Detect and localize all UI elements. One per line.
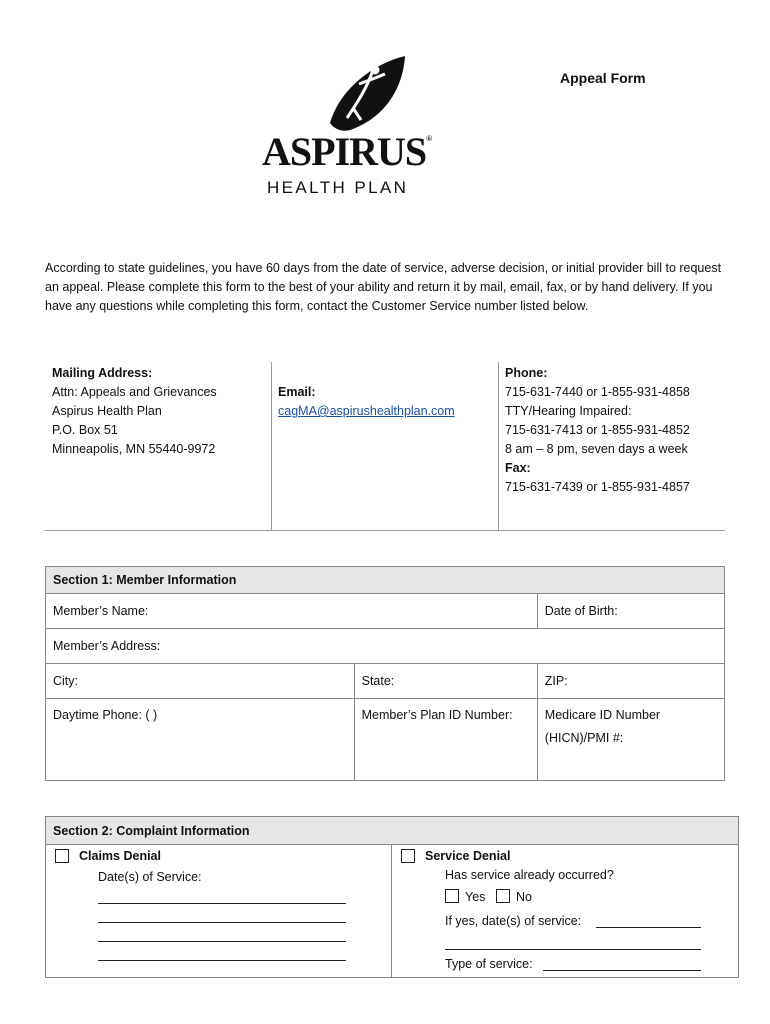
type-of-service-label: Type of service: [445, 957, 533, 971]
date-of-service-line[interactable] [98, 941, 346, 942]
if-yes-label: If yes, date(s) of service: [445, 914, 582, 928]
no-checkbox[interactable] [496, 889, 510, 903]
brand-name: ASPIRUS® [262, 129, 432, 174]
phone-line: 715-631-7413 or 1-855-931-4852 [505, 423, 690, 437]
dates-of-service-label: Date(s) of Service: [98, 870, 202, 884]
email-label: Email: [278, 385, 316, 399]
if-yes-date-line[interactable] [596, 927, 701, 928]
medicare-id-label-2: (HICN)/PMI #: [544, 731, 624, 745]
mailing-address [52, 364, 267, 459]
zip-field[interactable]: ZIP: [537, 664, 724, 699]
has-occurred-label: Has service already occurred? [445, 868, 614, 882]
date-of-service-line[interactable] [98, 960, 346, 961]
service-denial-checkbox[interactable] [401, 849, 415, 863]
members-address-field[interactable]: Member’s Address: [46, 629, 725, 664]
claims-denial-checkbox[interactable] [55, 849, 69, 863]
if-yes-date-line-2[interactable] [445, 949, 701, 950]
yes-checkbox[interactable] [445, 889, 459, 903]
date-of-service-line[interactable] [98, 903, 346, 904]
medicare-id-label: Medicare ID Number [544, 708, 661, 722]
complaint-information-box [45, 816, 739, 978]
fax-label: Fax: [505, 461, 531, 475]
phone-line: TTY/Hearing Impaired: [505, 404, 632, 418]
claims-denial-label: Claims Denial [79, 849, 161, 863]
fax-number: 715-631-7439 or 1-855-931-4857 [505, 480, 690, 494]
mailing-line: Aspirus Health Plan [52, 404, 162, 418]
no-label: No [516, 890, 532, 904]
email-contact [278, 383, 493, 421]
intro-paragraph: According to state guidelines, you have 60 days from the date of service, adverse decision, or initial provider bill to request an appeal. Please complete this form to the best of your ability and return it by mail, email, fax, or by hand delivery. If you have any questions while completing this form, contact the Customer Service number listed below. [45, 261, 722, 313]
members-name-field[interactable]: Member’s Name: [46, 594, 538, 629]
member-information-table [45, 566, 725, 781]
mailing-label: Mailing Address: [52, 366, 153, 380]
section1-title: Section 1: Member Information [46, 567, 725, 594]
date-of-birth-field[interactable]: Date of Birth: [537, 594, 724, 629]
phone-line: 715-631-7440 or 1-855-931-4858 [505, 385, 690, 399]
medicare-id-field[interactable] [537, 699, 724, 781]
city-field[interactable]: City: [46, 664, 355, 699]
section2-title: Section 2: Complaint Information [46, 817, 738, 845]
registered-mark: ® [426, 134, 432, 143]
state-field[interactable]: State: [354, 664, 537, 699]
email-link[interactable]: cagMA@aspirushealthplan.com [278, 404, 455, 418]
yes-label: Yes [465, 890, 486, 904]
mailing-line: P.O. Box 51 [52, 423, 118, 437]
phone-contact [505, 364, 735, 497]
daytime-phone-field[interactable]: Daytime Phone: ( ) [46, 699, 355, 781]
date-of-service-line[interactable] [98, 922, 346, 923]
brand-subtitle: HEALTH PLAN [267, 178, 409, 197]
form-title: Appeal Form [560, 70, 646, 86]
phone-line: 8 am – 8 pm, seven days a week [505, 442, 688, 456]
mailing-line: Attn: Appeals and Grievances [52, 385, 217, 399]
mailing-line: Minneapolis, MN 55440-9972 [52, 442, 216, 456]
type-of-service-line[interactable] [543, 970, 701, 971]
phone-label: Phone: [505, 366, 548, 380]
service-denial-label: Service Denial [425, 849, 511, 863]
plan-id-field[interactable]: Member’s Plan ID Number: [354, 699, 537, 781]
